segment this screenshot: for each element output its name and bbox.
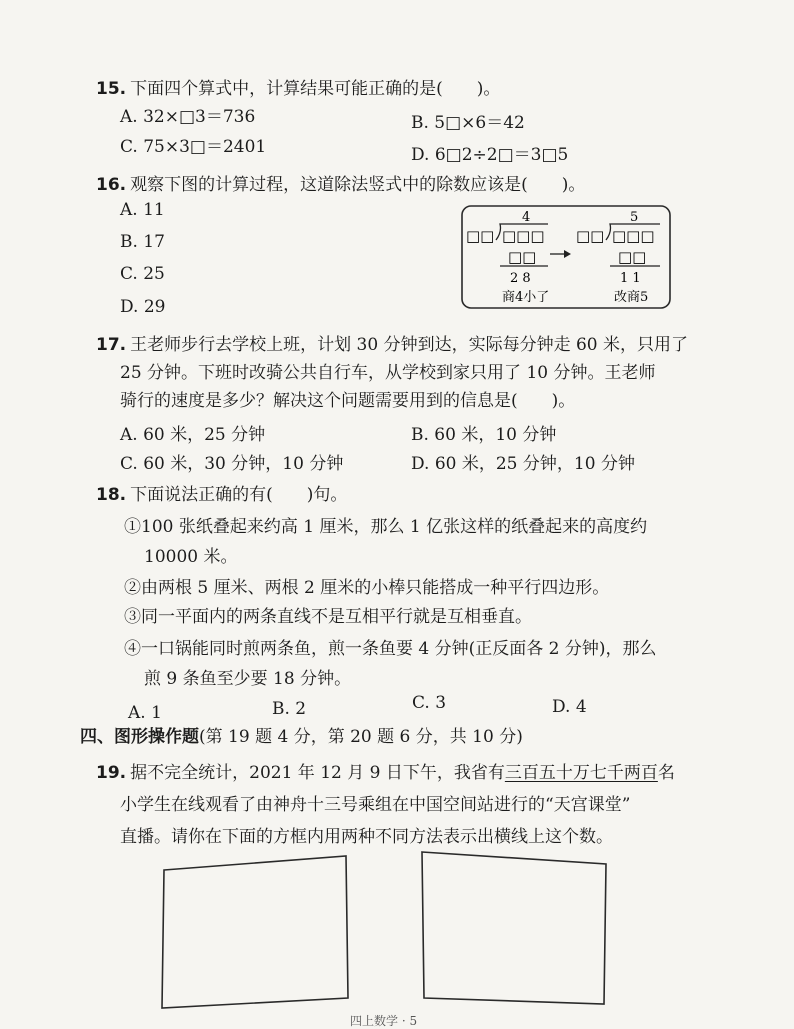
q17-line-3: 骑行的速度是多少？解决这个问题需要用到的信息是( )。	[120, 391, 576, 411]
q15-option-d: D. 6□2÷2□＝3□5	[411, 145, 569, 165]
q19-number: 19.	[96, 763, 127, 783]
q18-stem-text: 下面说法正确的有( )句。	[130, 485, 348, 505]
q17-line-1	[96, 334, 688, 356]
q18-statement-4a: ④一口锅能同时煎两条鱼，煎一条鱼要 4 分钟(正反面各 2 分钟)，那么	[124, 639, 657, 659]
q19-answer-box-1[interactable]	[158, 852, 354, 1012]
q16-right-quotient: 5	[630, 210, 639, 225]
q17-number: 17.	[96, 335, 127, 355]
q19-line-1-post: 名	[657, 763, 675, 783]
q16-division-figure	[460, 204, 674, 312]
q19-line-3: 直播。请你在下面的方框内用两种不同方法表示出横线上这个数。	[120, 827, 613, 847]
q16-number: 16.	[96, 175, 127, 195]
q15-option-a: A. 32×□3＝736	[120, 107, 256, 127]
q15-stem-text: 下面四个算式中，计算结果可能正确的是( )。	[130, 79, 501, 99]
q17-line-1-text: 王老师步行去学校上班，计划 30 分钟到达，实际每分钟走 60 米，只用了	[130, 335, 689, 355]
q17-option-c: C. 60 米，30 分钟，10 分钟	[120, 454, 344, 474]
q16-stem	[96, 174, 585, 196]
q18-option-a: A. 1	[128, 703, 162, 723]
q16-left-dividend: □□□	[502, 227, 545, 245]
q15-option-b: B. 5□×6＝42	[411, 113, 525, 133]
q18-stem	[96, 484, 347, 506]
q19-answer-box-2[interactable]	[418, 848, 614, 1010]
q19-line-1	[96, 762, 675, 784]
q16-option-b: B. 17	[120, 232, 165, 252]
page-footer: 四上数学 · 5	[350, 1014, 418, 1028]
q16-option-a: A. 11	[120, 200, 165, 220]
q16-left-caption: 商4小了	[502, 290, 550, 305]
q19-line-1-pre: 据不完全统计，2021 年 12 月 9 日下午，我省有	[130, 763, 505, 783]
q19-answer-box-2-outline	[422, 852, 606, 1004]
q19-line-2: 小学生在线观看了由神舟十三号乘组在中国空间站进行的“天宫课堂”	[120, 795, 631, 815]
q16-right-dividend: □□□	[612, 227, 655, 245]
q19-answer-box-1-outline	[162, 856, 348, 1008]
q16-option-d: D. 29	[120, 297, 166, 317]
arrow-right-icon	[564, 250, 571, 258]
q18-statement-3: ③同一平面内的两条直线不是互相平行就是互相垂直。	[124, 607, 532, 627]
section-4-title: 四、图形操作题	[80, 727, 199, 747]
q18-statement-1a: ①100 张纸叠起来约高 1 厘米，那么 1 亿张这样的纸叠起来的高度约	[124, 517, 648, 537]
q18-option-d: D. 4	[552, 697, 587, 717]
q16-option-c: C. 25	[120, 264, 165, 284]
section-4-heading	[80, 726, 523, 748]
q15-option-c: C. 75×3□＝2401	[120, 137, 267, 157]
q15-number: 15.	[96, 79, 127, 99]
q19-underlined-number: 三百五十万七千两百	[504, 763, 658, 783]
q16-left-divisor: □□	[466, 227, 495, 245]
q16-left-product: □□	[508, 248, 537, 266]
q17-option-d: D. 60 米，25 分钟，10 分钟	[411, 454, 635, 474]
q16-left-quotient: 4	[522, 210, 531, 225]
q17-option-a: A. 60 米，25 分钟	[120, 425, 266, 445]
q16-right-remainder: 1 1	[620, 271, 641, 286]
q17-line-2: 25 分钟。下班时改骑公共自行车，从学校到家只用了 10 分钟。王老师	[120, 363, 656, 383]
q18-option-b: B. 2	[272, 699, 307, 719]
q18-statement-1b: 10000 米。	[144, 547, 238, 567]
q18-option-c: C. 3	[412, 693, 447, 713]
q17-option-b: B. 60 米，10 分钟	[411, 425, 557, 445]
q16-left-remainder: 2 8	[510, 271, 531, 286]
q18-statement-4b: 煎 9 条鱼至少要 18 分钟。	[144, 669, 352, 689]
q16-right-divisor: □□	[576, 227, 605, 245]
q15-stem	[96, 78, 500, 100]
q18-number: 18.	[96, 485, 127, 505]
q16-right-caption: 改商5	[614, 290, 649, 305]
q16-right-product: □□	[618, 248, 647, 266]
section-4-note: (第 19 题 4 分，第 20 题 6 分，共 10 分)	[199, 727, 523, 747]
q18-statement-2: ②由两根 5 厘米、两根 2 厘米的小棒只能搭成一种平行四边形。	[124, 578, 610, 598]
q16-stem-text: 观察下图的计算过程，这道除法竖式中的除数应该是( )。	[130, 175, 586, 195]
